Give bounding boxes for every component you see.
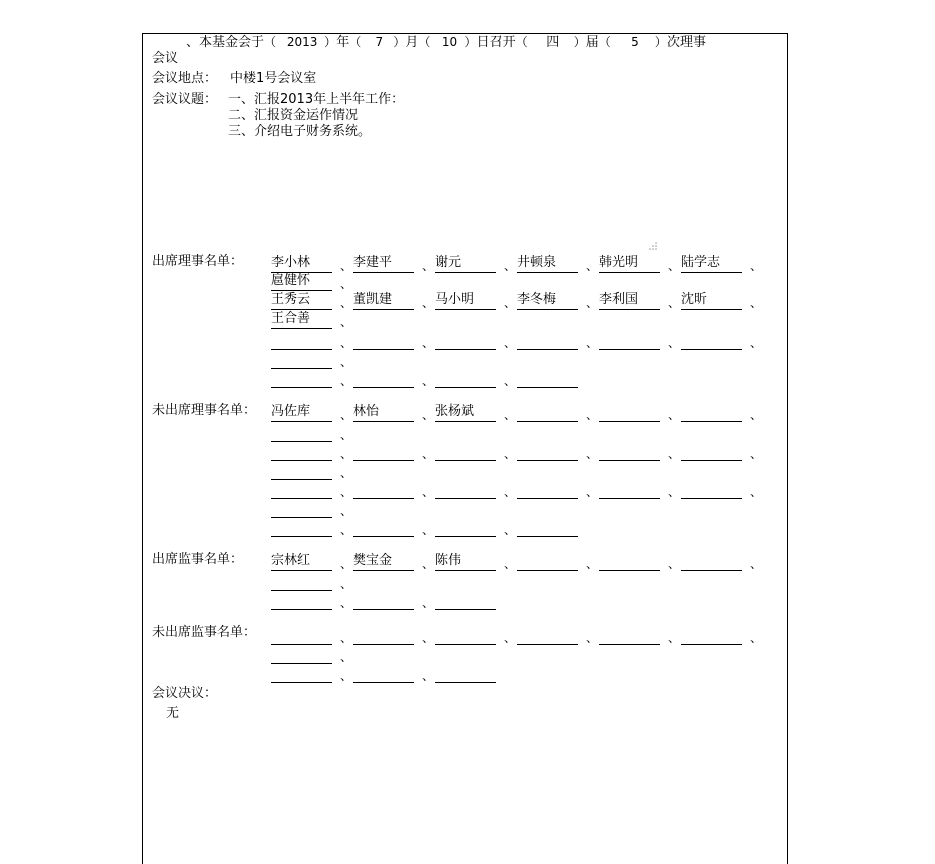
blank-line	[517, 309, 578, 310]
separator: 、	[422, 447, 435, 461]
member-name: 冯佐库	[271, 404, 311, 419]
separator: 、	[750, 336, 763, 350]
blank-line	[271, 421, 332, 422]
separator: 、	[422, 523, 435, 537]
blank-line	[517, 644, 578, 645]
separator: 、	[340, 428, 353, 442]
blank-line	[353, 460, 414, 461]
separator: 、	[422, 374, 435, 388]
separator: 、	[504, 557, 517, 571]
blank-line	[681, 272, 742, 273]
separator: 、	[504, 408, 517, 422]
separator: 、	[422, 596, 435, 610]
blank-line	[681, 460, 742, 461]
year-value: 2013	[286, 35, 318, 49]
topic-item: 一、汇报2013年上半年工作：	[228, 92, 405, 107]
blank-line	[517, 536, 578, 537]
member-name: 马小明	[435, 292, 475, 307]
separator: 、	[504, 374, 517, 388]
blank-line	[599, 272, 660, 273]
blank-line	[271, 536, 332, 537]
blank-line	[435, 644, 496, 645]
blank-line	[517, 460, 578, 461]
separator: 、	[504, 296, 517, 310]
member-name: 李建平	[353, 255, 393, 270]
blank-line	[517, 387, 578, 388]
separator: 、	[504, 631, 517, 645]
separator: 、	[340, 485, 353, 499]
paren: ）	[464, 35, 477, 49]
blank-line	[271, 517, 332, 518]
separator: 、	[504, 485, 517, 499]
dots-icon	[648, 241, 658, 251]
separator: 、	[340, 374, 353, 388]
separator: 、	[750, 447, 763, 461]
blank-line	[271, 682, 332, 683]
paren: （	[349, 35, 362, 49]
separator: 、	[586, 485, 599, 499]
member-name: 林怡	[353, 404, 380, 419]
location-value: 中楼1号会议室	[230, 71, 317, 86]
member-name: 李小林	[271, 255, 311, 270]
month-label: 月	[405, 35, 419, 50]
blank-line	[681, 349, 742, 350]
separator: 、	[340, 577, 353, 591]
paren: ）	[393, 35, 406, 49]
member-name: 李冬梅	[517, 292, 557, 307]
blank-line	[681, 421, 742, 422]
header-prefix: 、本基金会于	[186, 35, 265, 50]
separator: 、	[422, 336, 435, 350]
topic-item: 三、介绍电子财务系统。	[228, 124, 372, 139]
header-line2: 会议	[152, 51, 179, 66]
separator: 、	[668, 557, 681, 571]
member-name: 韩光明	[599, 255, 639, 270]
separator: 、	[422, 296, 435, 310]
separator: 、	[422, 631, 435, 645]
separator: 、	[586, 296, 599, 310]
blank-line	[353, 421, 414, 422]
separator: 、	[504, 259, 517, 273]
blank-line	[271, 590, 332, 591]
member-name: 李利国	[599, 292, 639, 307]
member-name: 王合善	[271, 311, 311, 326]
paren: ）	[573, 35, 586, 49]
separator: 、	[504, 523, 517, 537]
blank-line	[271, 328, 332, 329]
blank-line	[599, 644, 660, 645]
blank-line	[353, 349, 414, 350]
member-name: 扈健怀	[271, 273, 311, 288]
document-frame	[142, 33, 788, 864]
separator: 、	[750, 557, 763, 571]
separator: 、	[340, 466, 353, 480]
paren: ）	[654, 35, 667, 49]
blank-line	[353, 309, 414, 310]
blank-line	[517, 272, 578, 273]
blank-line	[271, 570, 332, 571]
separator: 、	[750, 485, 763, 499]
separator: 、	[340, 631, 353, 645]
resolution-label: 会议决议：	[152, 686, 218, 701]
blank-line	[599, 460, 660, 461]
member-name: 樊宝金	[353, 553, 393, 568]
day-value: 10	[441, 35, 458, 49]
separator: 、	[422, 259, 435, 273]
paren: （	[598, 35, 611, 49]
blank-line	[271, 479, 332, 480]
blank-line	[271, 368, 332, 369]
separator: 、	[504, 336, 517, 350]
separator: 、	[586, 631, 599, 645]
topic-item: 二、汇报资金运作情况	[228, 108, 359, 123]
separator: 、	[504, 447, 517, 461]
blank-line	[599, 570, 660, 571]
member-name: 陆学志	[681, 255, 721, 270]
blank-line	[271, 387, 332, 388]
session-value: 5	[631, 35, 639, 49]
separator: 、	[668, 336, 681, 350]
blank-line	[435, 272, 496, 273]
separator: 、	[586, 447, 599, 461]
member-name: 谢元	[435, 255, 462, 270]
separator: 、	[586, 557, 599, 571]
blank-line	[271, 441, 332, 442]
blank-line	[271, 644, 332, 645]
blank-line	[681, 309, 742, 310]
separator: 、	[668, 296, 681, 310]
attending-supervisors-label: 出席监事名单：	[152, 552, 244, 567]
paren: （	[515, 35, 528, 49]
separator: 、	[340, 523, 353, 537]
separator: 、	[668, 447, 681, 461]
resolution-value: 无	[166, 706, 180, 721]
member-name: 沈昕	[681, 292, 708, 307]
blank-line	[517, 570, 578, 571]
blank-line	[353, 609, 414, 610]
separator: 、	[668, 485, 681, 499]
blank-line	[681, 644, 742, 645]
blank-line	[599, 498, 660, 499]
paren: ）	[324, 35, 337, 49]
separator: 、	[422, 669, 435, 683]
month-value: 7	[375, 35, 384, 49]
term-value: 四	[546, 35, 560, 50]
blank-line	[271, 349, 332, 350]
blank-line	[599, 309, 660, 310]
blank-line	[517, 349, 578, 350]
blank-line	[435, 309, 496, 310]
separator: 、	[668, 259, 681, 273]
blank-line	[271, 498, 332, 499]
blank-line	[599, 421, 660, 422]
blank-line	[271, 609, 332, 610]
paren: （	[264, 35, 277, 49]
topics-label: 会议议题：	[152, 92, 218, 107]
blank-line	[435, 349, 496, 350]
separator: 、	[340, 504, 353, 518]
header-line	[186, 34, 706, 51]
blank-line	[435, 387, 496, 388]
separator: 、	[340, 355, 353, 369]
blank-line	[435, 570, 496, 571]
blank-line	[271, 663, 332, 664]
blank-line	[435, 460, 496, 461]
separator: 、	[340, 408, 353, 422]
member-name: 王秀云	[271, 292, 311, 307]
separator: 、	[586, 259, 599, 273]
blank-line	[435, 609, 496, 610]
blank-line	[353, 682, 414, 683]
blank-line	[353, 644, 414, 645]
blank-line	[353, 498, 414, 499]
attending-directors-label: 出席理事名单：	[152, 254, 244, 269]
session-label: 次理事	[666, 35, 706, 50]
blank-line	[271, 309, 332, 310]
separator: 、	[422, 408, 435, 422]
member-name: 董凯建	[353, 292, 393, 307]
paren: （	[418, 35, 431, 49]
separator: 、	[340, 315, 353, 329]
absent-supervisors-label: 未出席监事名单：	[152, 625, 257, 640]
blank-line	[681, 498, 742, 499]
separator: 、	[340, 447, 353, 461]
blank-line	[435, 682, 496, 683]
separator: 、	[750, 259, 763, 273]
separator: 、	[668, 408, 681, 422]
separator: 、	[340, 557, 353, 571]
separator: 、	[422, 557, 435, 571]
term-label: 届	[585, 35, 599, 50]
blank-line	[517, 421, 578, 422]
member-name: 宗林红	[271, 553, 311, 568]
blank-line	[271, 290, 332, 291]
blank-line	[517, 498, 578, 499]
separator: 、	[586, 408, 599, 422]
blank-line	[271, 460, 332, 461]
separator: 、	[340, 669, 353, 683]
separator: 、	[340, 650, 353, 664]
separator: 、	[750, 296, 763, 310]
location-label: 会议地点：	[152, 71, 218, 86]
blank-line	[599, 349, 660, 350]
member-name: 陈伟	[435, 553, 462, 568]
blank-line	[435, 536, 496, 537]
separator: 、	[750, 631, 763, 645]
member-name: 张杨斌	[435, 404, 475, 419]
blank-line	[681, 570, 742, 571]
blank-line	[353, 272, 414, 273]
separator: 、	[340, 259, 353, 273]
blank-line	[353, 536, 414, 537]
separator: 、	[340, 596, 353, 610]
blank-line	[353, 570, 414, 571]
separator: 、	[422, 485, 435, 499]
blank-line	[353, 387, 414, 388]
separator: 、	[586, 336, 599, 350]
separator: 、	[668, 631, 681, 645]
separator: 、	[340, 296, 353, 310]
absent-directors-label: 未出席理事名单：	[152, 403, 257, 418]
separator: 、	[340, 336, 353, 350]
blank-line	[435, 421, 496, 422]
separator: 、	[340, 277, 353, 291]
day-label: 日召开	[476, 35, 516, 50]
member-name: 井顿泉	[517, 255, 557, 270]
year-label: 年	[336, 35, 350, 50]
blank-line	[435, 498, 496, 499]
separator: 、	[750, 408, 763, 422]
